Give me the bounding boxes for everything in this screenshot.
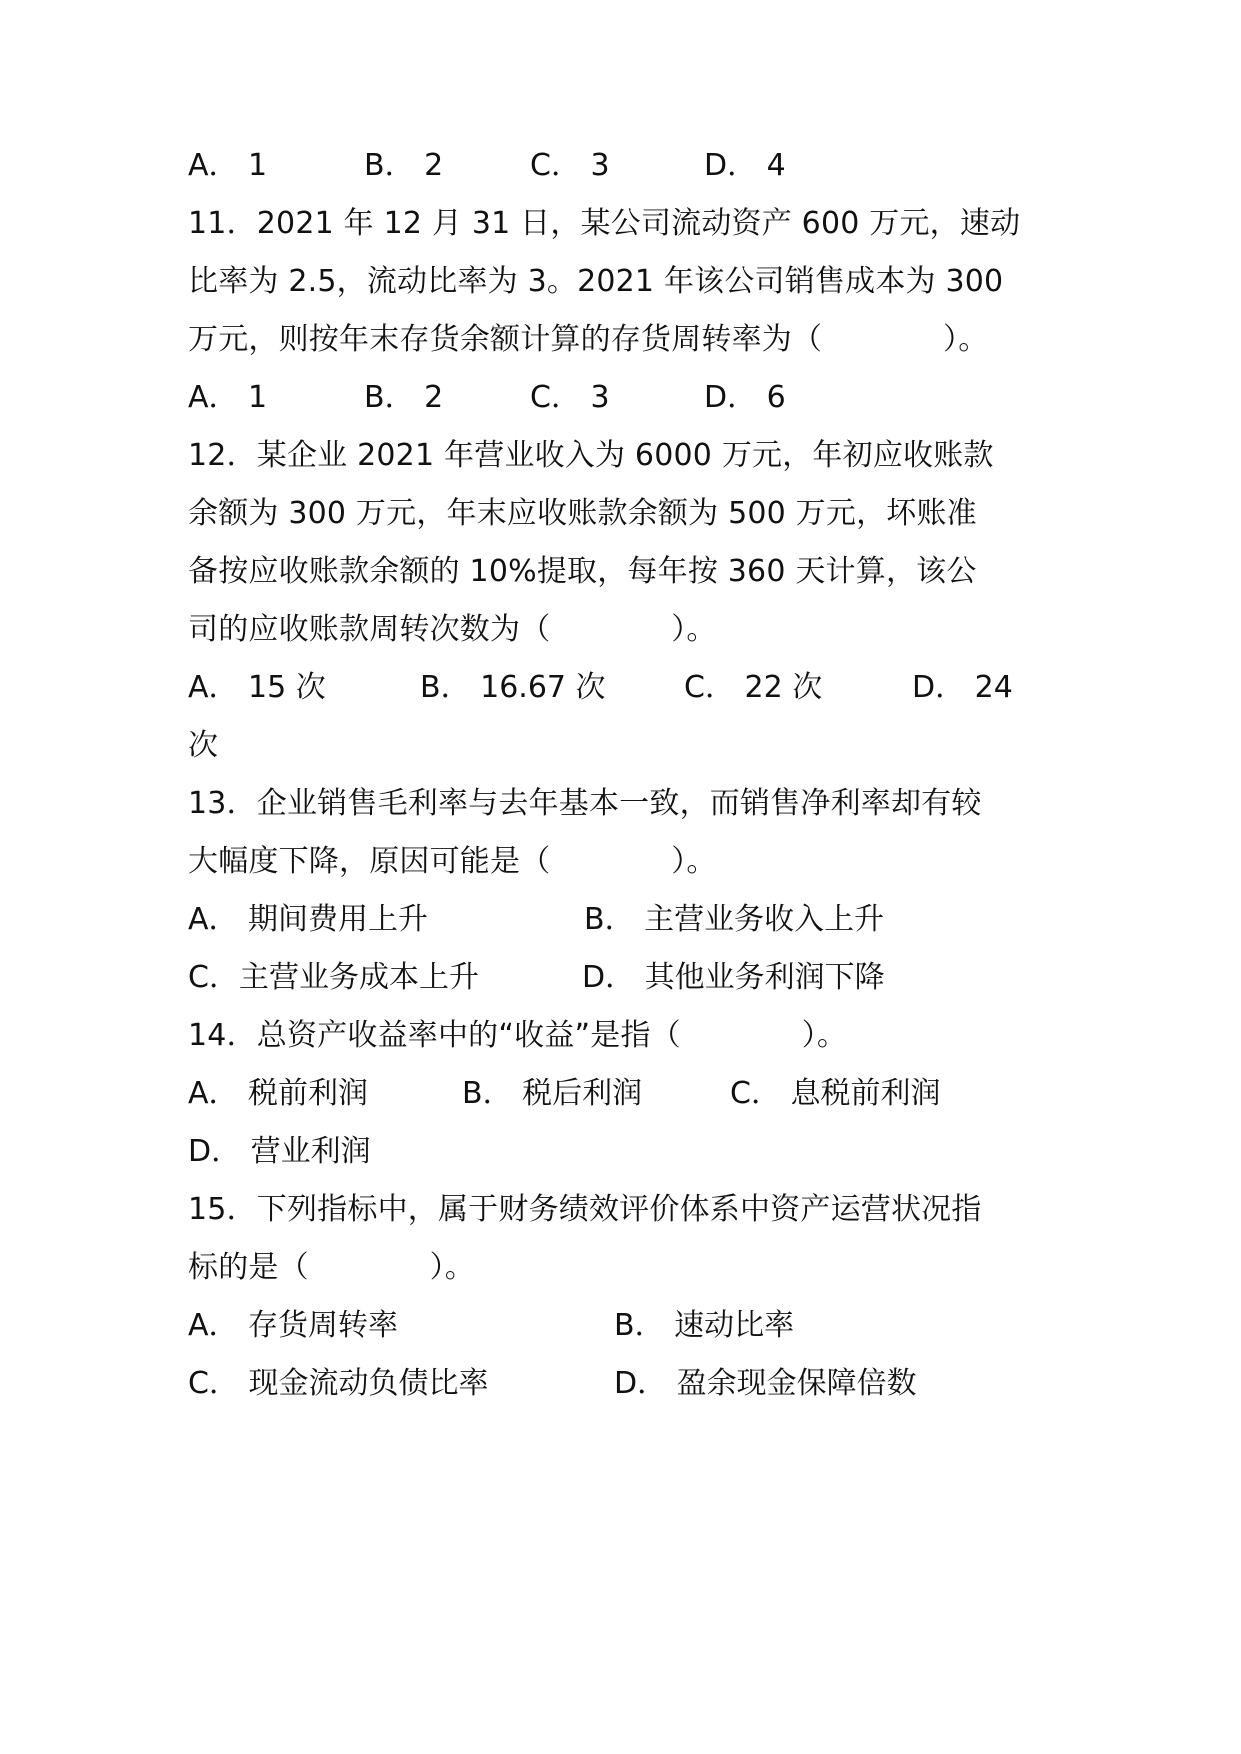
- question-15-line-2: 标的是（ ）。: [188, 1250, 475, 1285]
- option-a: A． 15 次: [188, 670, 326, 705]
- option-b: B． 2: [364, 148, 444, 183]
- option-b: B． 税后利润: [462, 1076, 643, 1111]
- question-11-line-2: 比率为 2.5，流动比率为 3。2021 年该公司销售成本为 300: [188, 264, 1004, 299]
- question-14-line-1: 14．总资产收益率中的“收益”是指（ ）。: [188, 1018, 848, 1053]
- option-a: A． 期间费用上升: [188, 902, 429, 937]
- option-c: C． 22 次: [684, 670, 823, 705]
- option-c: C． 现金流动负债比率: [188, 1366, 489, 1401]
- option-c: C．主营业务成本上升: [188, 960, 479, 995]
- option-d: D． 6: [704, 380, 786, 415]
- option-d: D． 其他业务利润下降: [582, 960, 885, 995]
- question-12-line-4: 司的应收账款周转次数为（ ）。: [188, 612, 717, 647]
- option-a: A． 1: [188, 380, 268, 415]
- option-c: C． 息税前利润: [730, 1076, 941, 1111]
- question-12-line-2: 余额为 300 万元，年末应收账款余额为 500 万元，坏账准: [188, 496, 977, 531]
- option-c: C． 3: [530, 380, 610, 415]
- question-13-line-2: 大幅度下降，原因可能是（ ）。: [188, 844, 717, 879]
- question-15-line-1: 15．下列指标中，属于财务绩效评价体系中资产运营状况指: [188, 1192, 982, 1227]
- question-11-line-3: 万元，则按年末存货余额计算的存货周转率为（ ）。: [188, 322, 989, 357]
- question-11-line-1: 11．2021 年 12 月 31 日，某公司流动资产 600 万元，速动: [188, 206, 1021, 241]
- option-a: A． 存货周转率: [188, 1308, 399, 1343]
- question-12-line-1: 12．某企业 2021 年营业收入为 6000 万元，年初应收账款: [188, 438, 994, 473]
- question-12-line-3: 备按应收账款余额的 10%提取，每年按 360 天计算，该公: [188, 554, 977, 589]
- question-13-line-1: 13．企业销售毛利率与去年基本一致，而销售净利率却有较: [188, 786, 982, 821]
- option-b: B． 速动比率: [614, 1308, 795, 1343]
- option-d: D． 营业利润: [188, 1134, 371, 1169]
- option-d-wrap: 次: [188, 728, 218, 763]
- option-d: D． 4: [704, 148, 786, 183]
- option-b: B． 2: [364, 380, 444, 415]
- option-a: A． 1: [188, 148, 268, 183]
- option-b: B． 16.67 次: [420, 670, 606, 705]
- option-a: A． 税前利润: [188, 1076, 369, 1111]
- option-c: C． 3: [530, 148, 610, 183]
- option-b: B． 主营业务收入上升: [584, 902, 885, 937]
- option-d: D． 盈余现金保障倍数: [614, 1366, 917, 1401]
- option-d: D． 24: [912, 670, 1013, 705]
